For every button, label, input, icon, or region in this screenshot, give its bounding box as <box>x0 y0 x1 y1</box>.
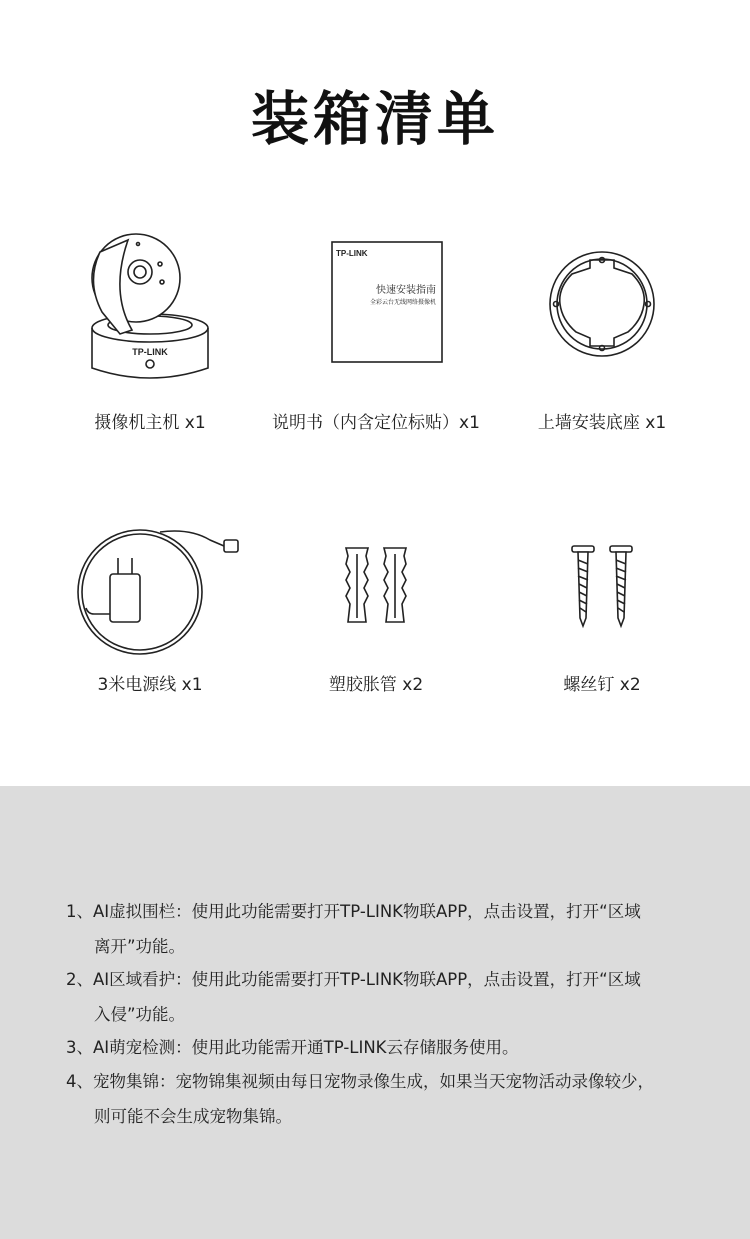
note-4 <box>66 1064 686 1134</box>
item-label: 螺丝钉 x2 <box>563 675 641 695</box>
item-camera <box>25 222 275 433</box>
note-3 <box>66 1030 686 1065</box>
note-line-cont: 离开”功能。 <box>94 937 186 956</box>
item-manual <box>251 222 501 433</box>
camera-icon <box>80 222 220 387</box>
item-label: 3米电源线 x1 <box>97 675 203 695</box>
item-label: 塑胶胀管 x2 <box>328 675 424 695</box>
item-label: 说明书（内含定位标贴）x1 <box>272 413 480 433</box>
item-label: 摄像机主机 x1 <box>94 413 206 433</box>
item-wall-plug <box>251 518 501 695</box>
manual-icon <box>306 222 446 387</box>
note-2 <box>66 962 686 1032</box>
note-line: 2、AI区域看护：使用此功能需要打开TP-LINK物联APP，点击设置，打开“区域 <box>66 970 641 989</box>
item-power-cable <box>25 518 275 695</box>
item-wall-mount <box>477 222 727 433</box>
note-line-cont: 则可能不会生成宠物集锦。 <box>94 1107 292 1126</box>
item-label: 上墙安装底座 x1 <box>537 413 667 433</box>
manual-title: 快速安装指南 <box>376 285 436 296</box>
note-line: 3、AI萌宠检测：使用此功能需开通TP-LINK云存储服务使用。 <box>66 1038 519 1057</box>
manual-brand: TP-LINK <box>336 249 368 258</box>
notes-panel <box>0 786 750 1239</box>
note-line: 1、AI虚拟围栏：使用此功能需要打开TP-LINK物联APP，点击设置，打开“区域 <box>66 902 641 921</box>
manual-subtitle: 全彩云台无线网络摄像机 <box>369 299 436 306</box>
note-line-cont: 入侵”功能。 <box>94 1005 186 1024</box>
screw-icon <box>532 518 672 658</box>
note-line: 4、宠物集锦：宠物锦集视频由每日宠物录像生成，如果当天宠物活动录像较少， <box>66 1072 654 1091</box>
page-title: 装箱清单 <box>250 85 499 153</box>
item-screw <box>477 518 727 695</box>
power-cable-icon <box>60 518 240 658</box>
wall-mount-icon <box>532 222 672 387</box>
camera-brand-label: TP-LINK <box>132 347 168 357</box>
note-1 <box>66 894 686 964</box>
wall-plug-icon <box>306 518 446 658</box>
